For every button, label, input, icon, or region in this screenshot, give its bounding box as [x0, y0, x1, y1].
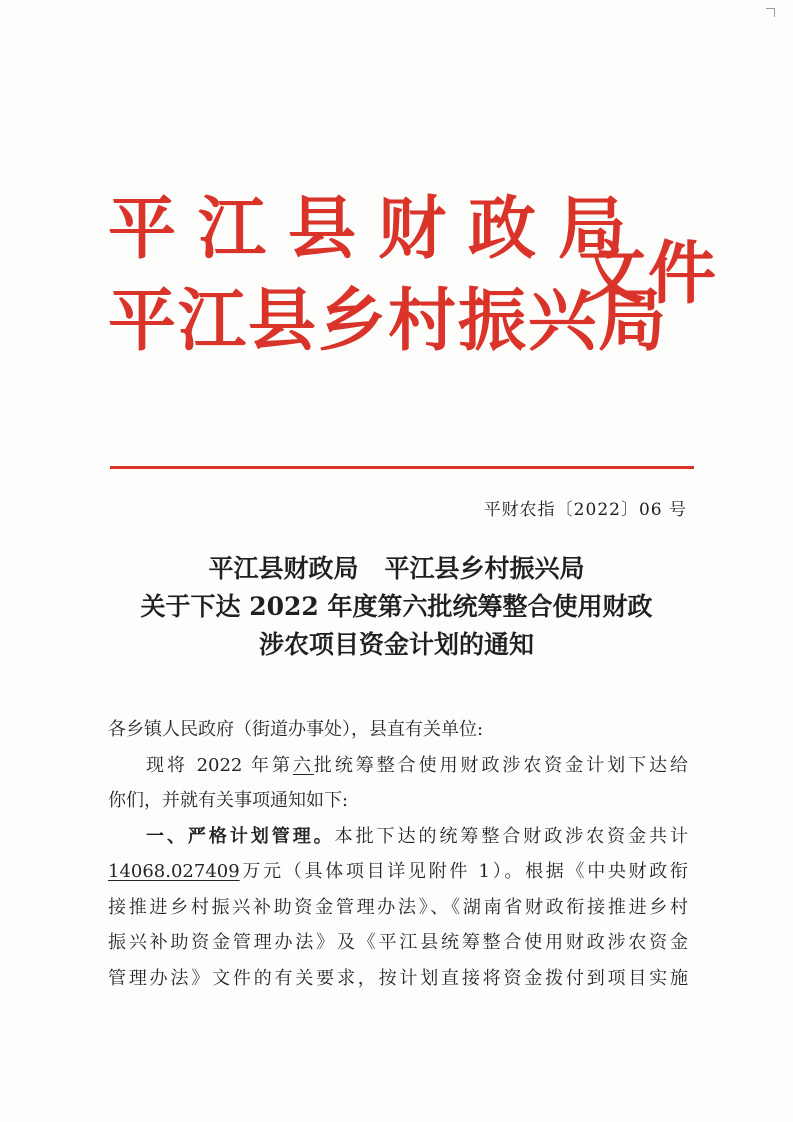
title-line-1 — [0, 550, 793, 588]
section-1-line-4: 振兴补助资金管理办法》及《平江县统筹整合使用财政涉农资金 — [108, 932, 688, 953]
salutation: 各乡镇人民政府（街道办事处），县直有关单位: — [108, 719, 484, 740]
section-1-line-2 — [108, 854, 688, 890]
section-1-line-3: 接推进乡村振兴补助资金管理办法》、《湖南省财政衔接推进乡村 — [108, 896, 688, 918]
document-title — [0, 550, 793, 664]
section-1-line-1 — [108, 819, 688, 855]
paragraph-1-line-1 — [108, 748, 688, 784]
header-suffix: 文件 — [578, 234, 719, 314]
document-number: 平财农指〔2022〕06 号 — [483, 500, 687, 520]
batch-number: 六 — [292, 754, 314, 776]
title-issuer-1: 平江县财政局 — [208, 554, 359, 583]
issuer-name-2: 平江县乡村振兴局 — [108, 281, 669, 361]
section-1-text: 本批下达的统筹整合财政涉农资金共计 — [334, 825, 688, 847]
fund-amount: 14068.027409 — [108, 861, 240, 882]
red-header — [0, 0, 793, 470]
section-1-line-5: 管理办法》文件的有关要求，按计划直接将资金拨付到项目实施 — [108, 967, 688, 989]
red-divider-rule — [110, 466, 694, 469]
title-line-3: 涉农项目资金计划的通知 — [258, 630, 534, 659]
p1-text-b: 批统筹整合使用财政涉农资金计划下达给 — [313, 754, 688, 776]
title-line-2: 关于下达 2022 年度第六批统筹整合使用财政 — [140, 592, 653, 621]
section-1-heading: 一、严格计划管理。 — [146, 825, 335, 847]
section-1-line-2-text: 万元（具体项目详见附件 1）。根据《中央财政衔 — [239, 861, 688, 882]
document-body — [108, 712, 688, 996]
title-issuer-2: 平江县乡村振兴局 — [384, 554, 585, 583]
issuer-name-1: 平江县财政局 — [108, 189, 649, 269]
p1-text-a: 现将 2022 年第 — [146, 754, 293, 776]
paragraph-1-line-2: 你们，并就有关事项通知如下: — [108, 790, 349, 811]
